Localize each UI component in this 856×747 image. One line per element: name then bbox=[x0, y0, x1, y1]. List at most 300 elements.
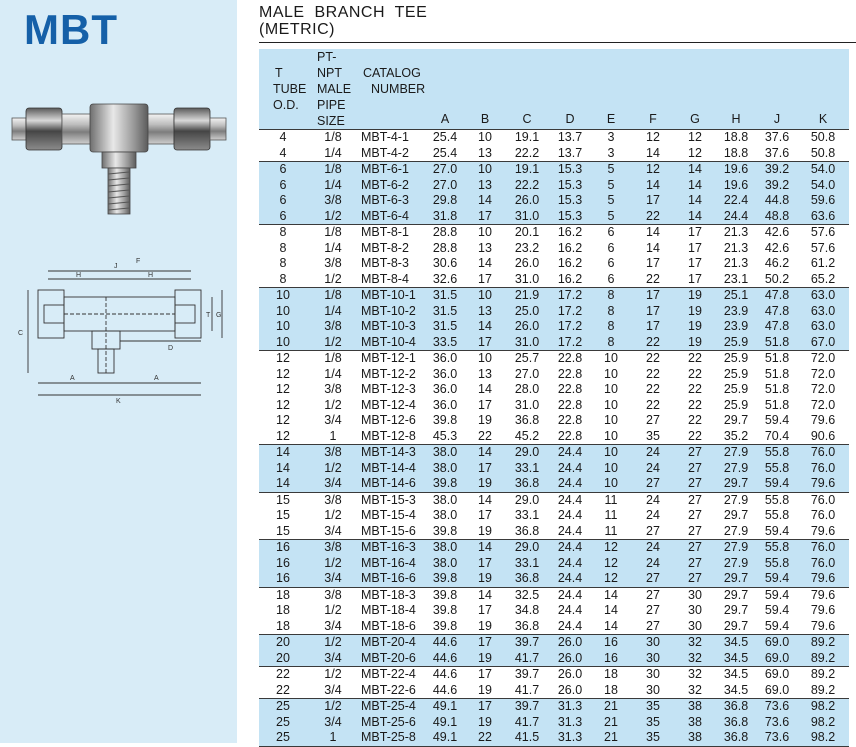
table-cell: 16 bbox=[604, 650, 618, 665]
table-cell: 15.3 bbox=[557, 177, 583, 192]
table-cell: 29.7 bbox=[723, 618, 749, 633]
table-cell: 14 bbox=[465, 587, 505, 603]
table-cell: 17 bbox=[478, 208, 492, 223]
table-cell: 19 bbox=[478, 413, 492, 428]
table-cell: 69.0 bbox=[757, 667, 797, 683]
table-cell: MBT-20-6 bbox=[361, 650, 416, 665]
table-cell: 22 bbox=[646, 382, 660, 397]
table-cell: 29.0 bbox=[505, 445, 549, 461]
table-cell: 32 bbox=[675, 635, 715, 651]
table-cell: 3/8 bbox=[307, 445, 359, 461]
table-cell: 18 bbox=[591, 667, 631, 683]
table-cell: 29.7 bbox=[723, 571, 749, 586]
table-row bbox=[259, 540, 849, 556]
table-cell: 59.4 bbox=[764, 618, 790, 633]
table-row bbox=[259, 241, 849, 257]
table-cell: 4 bbox=[259, 130, 307, 146]
table-row bbox=[259, 508, 849, 524]
table-cell: 30 bbox=[646, 682, 660, 697]
dim-label-h-left: H bbox=[76, 272, 82, 279]
table-cell: 6 bbox=[607, 271, 615, 286]
table-cell: 39.8 bbox=[432, 413, 458, 428]
table-cell: 79.6 bbox=[810, 571, 836, 586]
table-cell: 28.8 bbox=[432, 240, 458, 255]
table-cell: 12 bbox=[675, 130, 715, 146]
table-cell: 31.3 bbox=[549, 730, 591, 746]
table-cell: 17 bbox=[478, 271, 492, 286]
table-cell: 76.0 bbox=[797, 540, 849, 556]
table-cell: 22.2 bbox=[514, 145, 540, 160]
table-cell: 10 bbox=[276, 303, 290, 318]
table-cell: 27 bbox=[646, 523, 660, 538]
table-cell: 34.5 bbox=[715, 635, 757, 651]
table-cell: MBT-6-3 bbox=[361, 193, 409, 208]
table-cell: 36.8 bbox=[715, 699, 757, 715]
table-cell: 10 bbox=[465, 288, 505, 304]
table-cell: 27.0 bbox=[432, 177, 458, 192]
table-row bbox=[259, 587, 849, 603]
table-cell: 30 bbox=[688, 603, 702, 618]
table-row bbox=[259, 651, 849, 667]
table-cell: 55.8 bbox=[764, 508, 790, 523]
row-group bbox=[259, 130, 849, 162]
table-cell: 41.7 bbox=[514, 682, 540, 697]
table-cell: 59.4 bbox=[764, 571, 790, 586]
table-cell: 8 bbox=[279, 256, 287, 271]
table-cell: 24 bbox=[631, 492, 675, 508]
table-cell: 51.8 bbox=[764, 366, 790, 381]
table-cell: 47.8 bbox=[764, 319, 790, 334]
table-cell: MBT-8-2 bbox=[361, 240, 409, 255]
table-cell: 14 bbox=[688, 193, 702, 208]
table-cell: 36.0 bbox=[425, 351, 465, 367]
table-cell: 16.2 bbox=[557, 240, 583, 255]
table-cell: 98.2 bbox=[797, 730, 849, 746]
table-cell: 38 bbox=[688, 714, 702, 729]
header-tube-od: T TUBE O.D. bbox=[273, 66, 307, 112]
table-cell: 10 bbox=[604, 382, 618, 397]
table-cell: 76.0 bbox=[810, 555, 836, 570]
table-cell: 63.0 bbox=[810, 319, 836, 334]
table-cell: 26.0 bbox=[549, 667, 591, 683]
table-cell: 31.0 bbox=[514, 397, 540, 412]
table-cell: 39.8 bbox=[432, 476, 458, 491]
table-cell: 72.0 bbox=[810, 366, 836, 381]
table-cell: 35 bbox=[631, 730, 675, 746]
table-cell: 14 bbox=[688, 177, 702, 192]
table-cell: 14 bbox=[646, 240, 660, 255]
table-cell: 1/2 bbox=[324, 460, 342, 475]
table-cell: 13 bbox=[478, 366, 492, 381]
table-row bbox=[259, 335, 849, 351]
table-cell: MBT-6-1 bbox=[359, 162, 425, 178]
table-cell: 10 bbox=[604, 476, 618, 491]
dim-label-c: C bbox=[18, 330, 24, 337]
table-cell: MBT-10-1 bbox=[359, 288, 425, 304]
table-cell: 39.2 bbox=[764, 177, 790, 192]
table-cell: MBT-14-4 bbox=[361, 460, 416, 475]
table-cell: 69.0 bbox=[764, 650, 790, 665]
table-cell: 1/8 bbox=[307, 351, 359, 367]
table-cell: 5 bbox=[607, 177, 615, 192]
table-cell: 22 bbox=[688, 382, 702, 397]
table-cell: 22 bbox=[688, 366, 702, 381]
table-cell: 19 bbox=[688, 303, 702, 318]
table-cell: 24.4 bbox=[557, 476, 583, 491]
table-cell: 29.7 bbox=[723, 476, 749, 491]
table-cell: 15 bbox=[259, 492, 307, 508]
table-cell: 26.0 bbox=[549, 635, 591, 651]
row-group bbox=[259, 699, 849, 747]
table-cell: 1/2 bbox=[324, 397, 342, 412]
table-cell: 31.0 bbox=[514, 271, 540, 286]
table-row bbox=[259, 319, 849, 335]
table-cell: 19 bbox=[478, 523, 492, 538]
table-cell: 1/8 bbox=[307, 288, 359, 304]
table-cell: 32 bbox=[688, 682, 702, 697]
table-cell: 36.8 bbox=[514, 413, 540, 428]
table-cell: 14 bbox=[465, 492, 505, 508]
table-cell: 90.6 bbox=[810, 428, 836, 443]
header-dim-e: E bbox=[606, 112, 616, 126]
table-cell: 22.8 bbox=[557, 382, 583, 397]
table-cell: 27 bbox=[688, 555, 702, 570]
table-cell: 41.7 bbox=[514, 714, 540, 729]
table-cell: MBT-18-6 bbox=[361, 618, 416, 633]
table-cell: 8 bbox=[279, 240, 287, 255]
table-cell: 50.2 bbox=[764, 271, 790, 286]
table-cell: 24.4 bbox=[723, 208, 749, 223]
table-cell: 24 bbox=[646, 460, 660, 475]
table-cell: 44.6 bbox=[432, 650, 458, 665]
table-cell: 14 bbox=[646, 145, 660, 160]
table-cell: 59.4 bbox=[764, 413, 790, 428]
table-cell: MBT-8-3 bbox=[361, 256, 409, 271]
table-cell: 1/4 bbox=[324, 240, 342, 255]
table-cell: 24 bbox=[631, 540, 675, 556]
table-cell: MBT-6-4 bbox=[361, 208, 409, 223]
table-cell: 10 bbox=[276, 334, 290, 349]
table-row bbox=[259, 667, 849, 683]
table-row bbox=[259, 603, 849, 619]
header-dim-h: H bbox=[731, 112, 741, 126]
table-cell: 29.7 bbox=[715, 587, 757, 603]
table-cell: MBT-12-6 bbox=[361, 413, 416, 428]
table-cell: 19 bbox=[478, 618, 492, 633]
table-cell: 48.8 bbox=[764, 208, 790, 223]
row-group bbox=[259, 635, 849, 667]
table-cell: 21 bbox=[604, 714, 618, 729]
table-cell: 17.2 bbox=[549, 288, 591, 304]
table-cell: 22 bbox=[688, 413, 702, 428]
table-cell: 10 bbox=[604, 428, 618, 443]
table-cell: 25 bbox=[259, 699, 307, 715]
table-cell: 79.6 bbox=[797, 587, 849, 603]
table-cell: 67.0 bbox=[810, 334, 836, 349]
table-cell: 32 bbox=[675, 667, 715, 683]
table-row bbox=[259, 367, 849, 383]
table-cell: 13 bbox=[478, 240, 492, 255]
table-row bbox=[259, 146, 849, 162]
dimension-drawing bbox=[8, 255, 233, 410]
table-cell: 59.6 bbox=[810, 193, 836, 208]
table-cell: 16.2 bbox=[549, 225, 591, 241]
table-cell: 73.6 bbox=[764, 714, 790, 729]
table-cell: 63.6 bbox=[810, 208, 836, 223]
table-cell: 6 bbox=[607, 240, 615, 255]
table-cell: 1/8 bbox=[307, 130, 359, 146]
table-cell: 3/8 bbox=[324, 256, 342, 271]
row-group bbox=[259, 667, 849, 699]
table-cell: 22.8 bbox=[549, 351, 591, 367]
table-cell: 8 bbox=[591, 288, 631, 304]
table-cell: 25.9 bbox=[723, 366, 749, 381]
table-cell: 79.6 bbox=[810, 523, 836, 538]
row-group bbox=[259, 351, 849, 445]
table-cell: 1/4 bbox=[324, 145, 342, 160]
table-cell: 24 bbox=[646, 555, 660, 570]
table-cell: 72.0 bbox=[810, 397, 836, 412]
table-cell: 50.8 bbox=[797, 130, 849, 146]
table-cell: 25.1 bbox=[715, 288, 757, 304]
table-cell: 27 bbox=[646, 603, 660, 618]
table-cell: 8 bbox=[279, 271, 287, 286]
table-cell: 33.1 bbox=[514, 555, 540, 570]
table-cell: 13.7 bbox=[557, 145, 583, 160]
table-cell: 26.0 bbox=[514, 319, 540, 334]
table-cell: 31.3 bbox=[549, 699, 591, 715]
table-cell: MBT-14-6 bbox=[361, 476, 416, 491]
table-cell: 27 bbox=[688, 523, 702, 538]
table-cell: 76.0 bbox=[797, 445, 849, 461]
table-cell: 89.2 bbox=[797, 667, 849, 683]
table-cell: 51.8 bbox=[757, 351, 797, 367]
table-row bbox=[259, 635, 849, 651]
table-cell: 8 bbox=[259, 225, 307, 241]
table-cell: 29.0 bbox=[505, 540, 549, 556]
table-cell: 38 bbox=[675, 730, 715, 746]
table-cell: 28.0 bbox=[514, 382, 540, 397]
table-cell: 15.3 bbox=[557, 208, 583, 223]
table-cell: 89.2 bbox=[810, 650, 836, 665]
table-row bbox=[259, 524, 849, 540]
table-cell: 1/4 bbox=[324, 177, 342, 192]
table-cell: 17 bbox=[631, 288, 675, 304]
table-cell: 3/8 bbox=[307, 587, 359, 603]
table-cell: 12 bbox=[688, 145, 702, 160]
header-dim-g: G bbox=[690, 112, 700, 126]
table-cell: 6 bbox=[259, 162, 307, 178]
row-group bbox=[259, 162, 849, 225]
table-cell: 29.7 bbox=[723, 508, 749, 523]
table-cell: 3/4 bbox=[324, 571, 342, 586]
table-cell: 20 bbox=[276, 650, 290, 665]
table-cell: 16 bbox=[276, 571, 290, 586]
table-cell: 1/2 bbox=[307, 667, 359, 683]
table-cell: 35 bbox=[631, 699, 675, 715]
table-row bbox=[259, 413, 849, 429]
table-cell: 27.9 bbox=[723, 460, 749, 475]
dim-label-h-right: H bbox=[148, 272, 154, 279]
table-cell: 24 bbox=[631, 445, 675, 461]
table-row bbox=[259, 209, 849, 225]
row-group bbox=[259, 540, 849, 588]
table-row bbox=[259, 382, 849, 398]
table-cell: 19 bbox=[478, 571, 492, 586]
table-cell: 12 bbox=[591, 540, 631, 556]
table-cell: 12 bbox=[276, 366, 290, 381]
table-cell: 19 bbox=[688, 319, 702, 334]
table-cell: 19 bbox=[675, 288, 715, 304]
table-cell: 16 bbox=[276, 555, 290, 570]
table-cell: 35.2 bbox=[723, 428, 749, 443]
table-cell: 23.1 bbox=[723, 271, 749, 286]
table-cell: 27 bbox=[688, 476, 702, 491]
table-cell: 3/8 bbox=[324, 382, 342, 397]
table-cell: 16.2 bbox=[557, 271, 583, 286]
dim-label-k: K bbox=[116, 398, 121, 405]
table-cell: 59.4 bbox=[764, 523, 790, 538]
table-cell: 1/4 bbox=[324, 303, 342, 318]
table-cell: 79.6 bbox=[810, 413, 836, 428]
table-cell: 57.6 bbox=[810, 240, 836, 255]
table-cell: 39.7 bbox=[505, 635, 549, 651]
table-cell: 31.5 bbox=[425, 288, 465, 304]
table-cell: 24.4 bbox=[557, 508, 583, 523]
table-cell: 19 bbox=[478, 650, 492, 665]
table-cell: 26.0 bbox=[514, 256, 540, 271]
table-cell: 3/4 bbox=[324, 682, 342, 697]
table-cell: 44.6 bbox=[425, 667, 465, 683]
table-cell: 33.5 bbox=[432, 334, 458, 349]
table-cell: 4 bbox=[279, 145, 287, 160]
table-cell: 27.0 bbox=[425, 162, 465, 178]
table-cell: 22 bbox=[646, 334, 660, 349]
table-cell: 49.1 bbox=[425, 699, 465, 715]
table-cell: 22.8 bbox=[557, 397, 583, 412]
table-cell: MBT-15-6 bbox=[361, 523, 416, 538]
table-cell: 89.2 bbox=[797, 635, 849, 651]
table-cell: MBT-10-2 bbox=[361, 303, 416, 318]
table-cell: 63.0 bbox=[797, 288, 849, 304]
table-cell: 15.3 bbox=[549, 162, 591, 178]
table-cell: 54.0 bbox=[797, 162, 849, 178]
table-cell: 15 bbox=[276, 508, 290, 523]
table-cell: 10 bbox=[276, 319, 290, 334]
table-cell: 27 bbox=[646, 571, 660, 586]
table-cell: 10 bbox=[465, 225, 505, 241]
table-cell: 65.2 bbox=[810, 271, 836, 286]
table-cell: 17 bbox=[478, 508, 492, 523]
table-cell: 36.8 bbox=[514, 618, 540, 633]
table-cell: 26.0 bbox=[557, 682, 583, 697]
table-cell: 38.0 bbox=[432, 460, 458, 475]
row-group bbox=[259, 288, 849, 351]
table-cell: 27 bbox=[688, 460, 702, 475]
table-cell: MBT-10-4 bbox=[361, 334, 416, 349]
table-cell: 10 bbox=[604, 460, 618, 475]
table-cell: 20.1 bbox=[505, 225, 549, 241]
table-cell: 24.4 bbox=[557, 460, 583, 475]
table-cell: 38.0 bbox=[432, 508, 458, 523]
table-cell: 11 bbox=[604, 508, 618, 523]
table-cell: 1/2 bbox=[324, 208, 342, 223]
table-cell: 27.9 bbox=[715, 445, 757, 461]
table-cell: 29.7 bbox=[723, 413, 749, 428]
table-cell: 49.1 bbox=[432, 714, 458, 729]
table-cell: 1/2 bbox=[307, 699, 359, 715]
table-cell: 3/4 bbox=[324, 523, 342, 538]
table-cell: 6 bbox=[607, 256, 615, 271]
table-cell: 14 bbox=[675, 162, 715, 178]
table-cell: 16 bbox=[259, 540, 307, 556]
row-group bbox=[259, 492, 849, 540]
table-cell: 1 bbox=[329, 428, 337, 443]
table-cell: 1/2 bbox=[324, 271, 342, 286]
table-cell: 22 bbox=[276, 682, 290, 697]
table-cell: MBT-16-6 bbox=[361, 571, 416, 586]
table-cell: 38.0 bbox=[425, 445, 465, 461]
table-cell: 21 bbox=[591, 699, 631, 715]
table-cell: 29.0 bbox=[505, 492, 549, 508]
table-cell: 69.0 bbox=[764, 682, 790, 697]
table-row bbox=[259, 304, 849, 320]
table-cell: 27 bbox=[646, 413, 660, 428]
header-dim-k: K bbox=[818, 112, 828, 126]
table-cell: 25 bbox=[276, 714, 290, 729]
table-cell: 27.9 bbox=[715, 540, 757, 556]
table-cell: 89.2 bbox=[810, 682, 836, 697]
table-cell: 8 bbox=[607, 319, 615, 334]
table-cell: 32.6 bbox=[432, 271, 458, 286]
table-cell: 38.0 bbox=[432, 555, 458, 570]
table-cell: 39.8 bbox=[432, 571, 458, 586]
header-catalog-number: CATALOG NUMBER bbox=[363, 66, 426, 96]
table-cell: 35 bbox=[646, 428, 660, 443]
table-cell: 49.1 bbox=[425, 730, 465, 746]
table-cell: 14 bbox=[604, 618, 618, 633]
table-cell: 22 bbox=[646, 397, 660, 412]
table-cell: 38.0 bbox=[425, 540, 465, 556]
table-cell: 14 bbox=[276, 460, 290, 475]
table-cell: 30 bbox=[631, 635, 675, 651]
table-cell: 27 bbox=[688, 571, 702, 586]
table-cell: 39.8 bbox=[432, 603, 458, 618]
table-cell: 3/8 bbox=[324, 193, 342, 208]
table-cell: 46.2 bbox=[764, 256, 790, 271]
table-cell: 69.0 bbox=[757, 635, 797, 651]
table-cell: 37.6 bbox=[757, 130, 797, 146]
table-cell: 73.6 bbox=[757, 730, 797, 746]
table-cell: 45.3 bbox=[432, 428, 458, 443]
table-cell: 24.4 bbox=[557, 603, 583, 618]
dim-label-f: F bbox=[136, 258, 141, 265]
table-cell: 10 bbox=[604, 397, 618, 412]
table-cell: 61.2 bbox=[810, 256, 836, 271]
table-cell: 12 bbox=[631, 162, 675, 178]
table-cell: 11 bbox=[591, 492, 631, 508]
table-cell: 8 bbox=[607, 303, 615, 318]
table-cell: 14 bbox=[688, 208, 702, 223]
table-cell: 98.2 bbox=[810, 714, 836, 729]
table-header-row bbox=[259, 49, 849, 130]
table-cell: 39.8 bbox=[432, 618, 458, 633]
table-cell: 19.6 bbox=[723, 177, 749, 192]
table-cell: 17.2 bbox=[557, 303, 583, 318]
table-cell: 57.6 bbox=[797, 225, 849, 241]
table-cell: 3/4 bbox=[324, 650, 342, 665]
table-cell: 79.6 bbox=[810, 603, 836, 618]
